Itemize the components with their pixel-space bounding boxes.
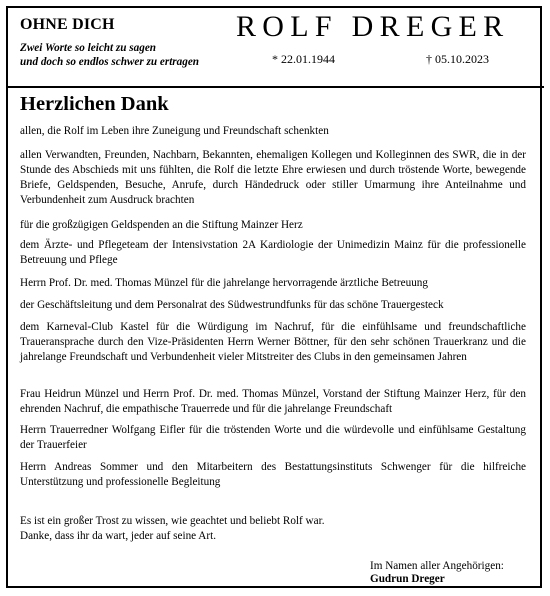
thanks-heading: Herzlichen Dank [20, 93, 169, 115]
signature-intro: Im Namen aller Angehörigen: [370, 560, 504, 572]
thanks-paragraph: allen, die Rolf im Leben ihre Zuneigung und Freundschaft schenkten [20, 125, 329, 137]
thanks-paragraph: dem Karneval-Club Kastel für die Würdigung im Nachruf, für die einfühlsame und freundschaftliche Traueransprache durch den Vize-Präsidenten Herrn Werner Böttner, für den sehr schönen Trauerkranz und die jahrelange Freundschaft und Verbundenheit vieler Mitstreiter des Clubs in den gemeinsamen Jahren [20, 321, 526, 363]
closing-line-1: Es ist ein großer Trost zu wissen, wie geachtet und beliebt Rolf war. [20, 515, 325, 527]
header-divider [6, 86, 544, 88]
thanks-paragraph: Herrn Prof. Dr. med. Thomas Münzel für die jahrelange hervorragende ärztliche Betreuung [20, 277, 428, 289]
thanks-paragraph: Frau Heidrun Münzel und Herrn Prof. Dr. med. Thomas Münzel, Vorstand der Stiftung Mainzer Herz, für den ehrenden Nachruf, die empathische Trauerrede und für die jahrelange Freundschaft [20, 388, 526, 415]
thanks-paragraph: allen Verwandten, Freunden, Nachbarn, Bekannten, ehemaligen Kollegen und Kolleginnen des SWR, die in der Stunde des Abschieds mit uns fühlten, die Rolf die letzte Ehre erwiesen und durch tröstende Worte, bewegende Briefe, Geldspenden, Besuche, Anrufe, durch Händedruck oder stiller Umarmung ihre Anteilnahme und Verbundenheit zum Ausdruck brachten [20, 149, 526, 206]
thanks-paragraph: der Geschäftsleitung und dem Personalrat des Südwestrundfunks für das schöne Trauergesteck [20, 299, 444, 311]
deceased-name: ROLF DREGER [236, 10, 510, 43]
thanks-paragraph: Herrn Andreas Sommer und den Mitarbeitern des Bestattungsinstituts Schwenger für die hilfreiche Unterstützung und professionelle Begleitung [20, 461, 526, 488]
motto-title: OHNE DICH [20, 16, 115, 33]
motto-line-1: Zwei Worte so leicht zu sagen [20, 42, 157, 54]
motto-line-2: und doch so endlos schwer zu ertragen [20, 56, 200, 68]
death-date: † 05.10.2023 [426, 52, 489, 66]
signature-name: Gudrun Dreger [370, 573, 445, 585]
thanks-paragraph: für die großzügigen Geldspenden an die Stiftung Mainzer Herz [20, 219, 303, 231]
thanks-paragraph: dem Ärzte- und Pflegeteam der Intensivstation 2A Kardiologie der Unimedizin Mainz für die professionelle Betreuung und Pflege [20, 239, 526, 266]
birth-date: * 22.01.1944 [272, 52, 335, 66]
closing-line-2: Danke, dass ihr da wart, jeder auf seine Art. [20, 530, 217, 542]
thanks-paragraph: Herrn Trauerredner Wolfgang Eifler für die tröstenden Worte und die würdevolle und einfühlsame Gestaltung der Trauerfeier [20, 424, 526, 451]
